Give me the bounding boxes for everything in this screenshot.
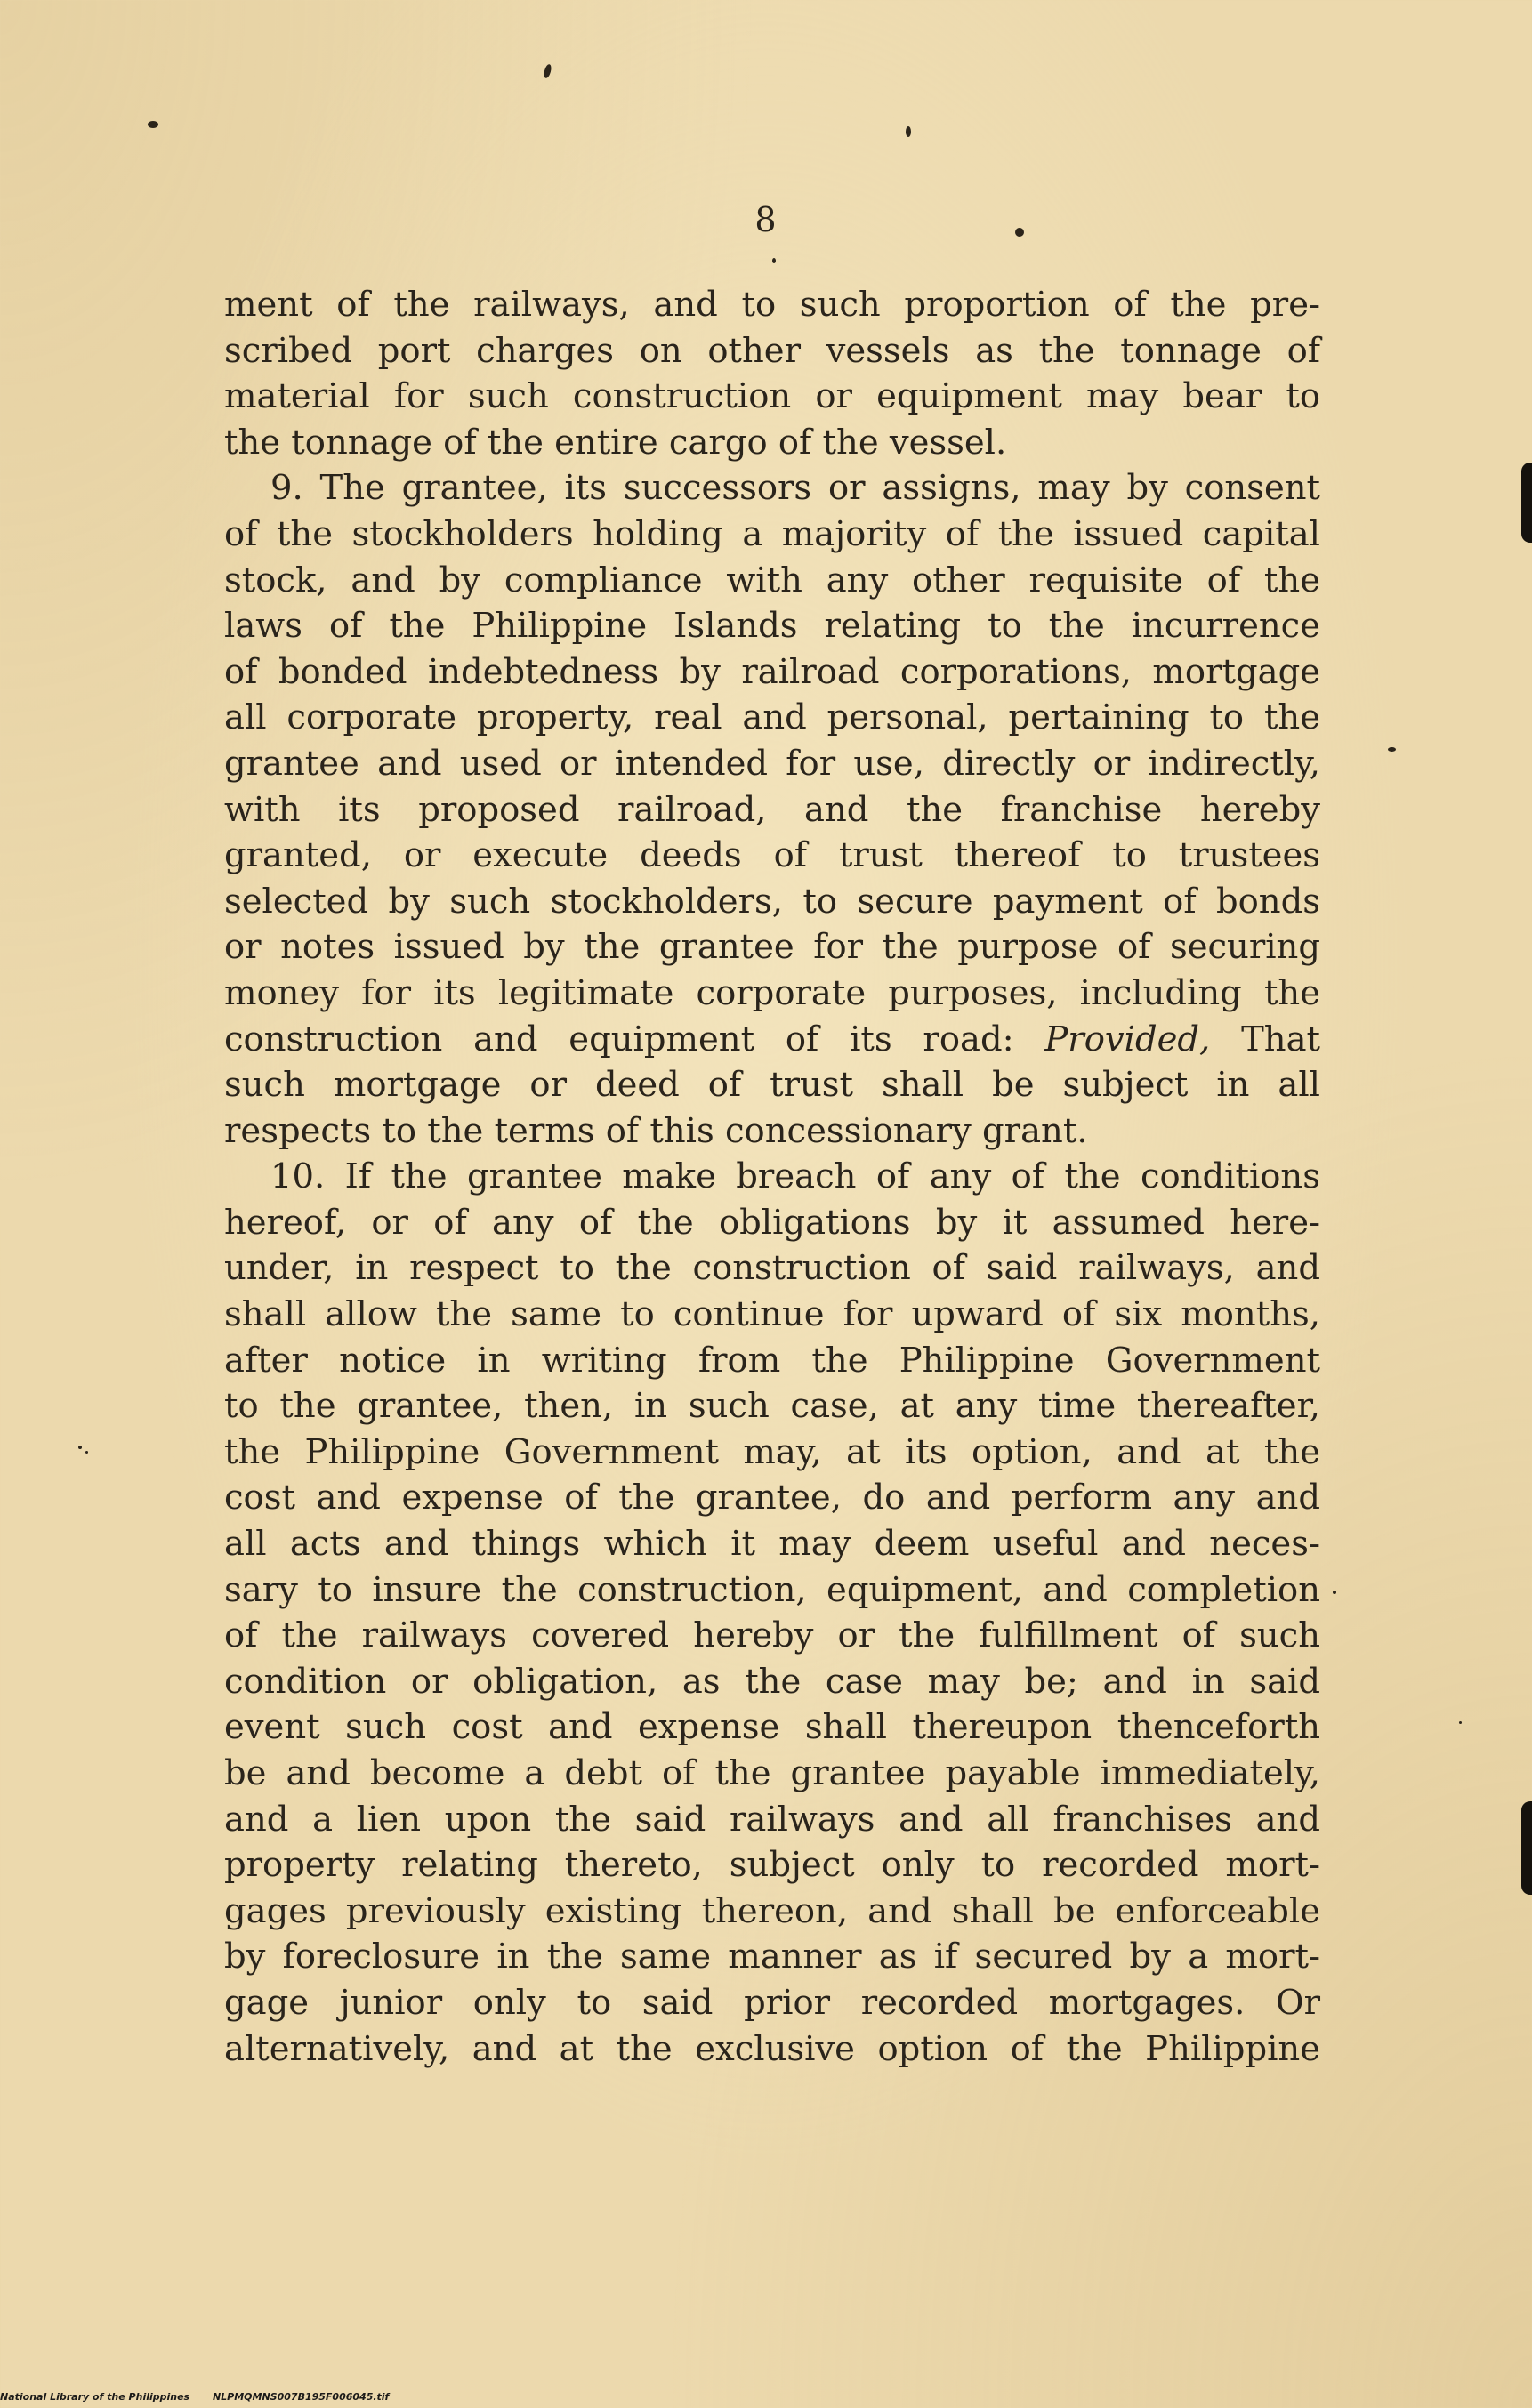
- text-line: granted, or execute deeds of trust thereof to trustees: [224, 835, 1320, 876]
- text-line: or notes issued by the grantee for the purpose of securing: [224, 927, 1320, 968]
- section-9-start: 9. The grantee, its successors or assigns, may by consent: [270, 468, 1320, 509]
- ink-speck: [78, 1446, 82, 1449]
- ink-speck: [906, 126, 911, 137]
- section-10-start: 10. If the grantee make breach of any of the conditions: [270, 1156, 1320, 1197]
- text-line: property relating thereto, subject only to recorded mort-: [224, 1845, 1320, 1886]
- ink-speck: [1459, 1721, 1462, 1724]
- text-line: all corporate property, real and personal, pertaining to the: [224, 697, 1320, 738]
- text-line: shall allow the same to continue for upward of six months,: [224, 1294, 1320, 1335]
- text-line: be and become a debt of the grantee payable immediately,: [224, 1753, 1320, 1793]
- text-line: gage junior only to said prior recorded mortgages. Or: [224, 1982, 1320, 2023]
- text-line: material for such construction or equipment may bear to: [224, 376, 1320, 417]
- text-line-proviso: [224, 1017, 1320, 1063]
- text-line: the Philippine Government may, at its option, and at the: [224, 1431, 1320, 1472]
- page-number: 8: [754, 200, 778, 239]
- text-line: condition or obligation, as the case may be; and in said: [224, 1661, 1320, 1702]
- text-line: respects to the terms of this concessionary grant.: [224, 1110, 1088, 1151]
- ink-speck: [148, 121, 158, 128]
- text-line: money for its legitimate corporate purposes, including the: [224, 972, 1320, 1013]
- scan-footer: [0, 2391, 389, 2403]
- binding-mark: [1521, 463, 1532, 543]
- proviso-italic: Provided,: [1044, 1019, 1211, 1059]
- text-line: all acts and things which it may deem useful and neces-: [224, 1524, 1320, 1565]
- text-line: gages previously existing thereon, and shall be enforceable: [224, 1890, 1320, 1931]
- text-line: ment of the railways, and to such proportion of the pre-: [224, 285, 1320, 325]
- text-line: of bonded indebtedness by railroad corporations, mortgage: [224, 651, 1320, 692]
- footer-file-id: NLPMQMNS007B195F006045.tif: [212, 2391, 390, 2403]
- ink-speck: [772, 258, 776, 263]
- text-line: grantee and used or intended for use, directly or indirectly,: [224, 743, 1320, 784]
- text-line: to the grantee, then, in such case, at any time thereafter,: [224, 1386, 1320, 1427]
- text-line: and a lien upon the said railways and all franchises and: [224, 1799, 1320, 1840]
- body-text: [224, 282, 1320, 2072]
- text-line: by foreclosure in the same manner as if secured by a mort-: [224, 1937, 1320, 1977]
- text-line: stock, and by compliance with any other requisite of the: [224, 560, 1320, 600]
- text-line: after notice in writing from the Philippine Government: [224, 1340, 1320, 1381]
- text-line: with its proposed railroad, and the franchise hereby: [224, 789, 1320, 830]
- ink-speck: [85, 1451, 88, 1454]
- text-line: scribed port charges on other vessels as the tonnage of: [224, 330, 1320, 371]
- text-line: event such cost and expense shall thereupon thenceforth: [224, 1707, 1320, 1748]
- ink-speck: [1388, 747, 1396, 752]
- proviso-lead: construction and equipment of its road:: [224, 1019, 1014, 1059]
- text-line: hereof, or of any of the obligations by it assumed here-: [224, 1202, 1320, 1243]
- text-line: selected by such stockholders, to secure payment of bonds: [224, 881, 1320, 922]
- text-line: alternatively, and at the exclusive option of the Philippine: [224, 2028, 1320, 2069]
- ink-speck: [543, 63, 552, 78]
- text-line: laws of the Philippine Islands relating to the incurrence: [224, 606, 1320, 647]
- text-line: of the stockholders holding a majority of the issued capital: [224, 513, 1320, 554]
- text-line: under, in respect to the construction of said railways, and: [224, 1248, 1320, 1289]
- text-line: of the railways covered hereby or the fulfillment of such: [224, 1615, 1320, 1656]
- text-line: the tonnage of the entire cargo of the vessel.: [224, 422, 1007, 463]
- footer-library: National Library of the Philippines: [0, 2391, 190, 2403]
- text-line: cost and expense of the grantee, do and perform any and: [224, 1478, 1320, 1518]
- proviso-tail: That: [1210, 1019, 1320, 1059]
- binding-mark: [1521, 1801, 1532, 1895]
- ink-speck: [1333, 1591, 1336, 1594]
- text-line: such mortgage or deed of trust shall be subject in all: [224, 1065, 1320, 1106]
- text-line: sary to insure the construction, equipment, and completion: [224, 1569, 1320, 1610]
